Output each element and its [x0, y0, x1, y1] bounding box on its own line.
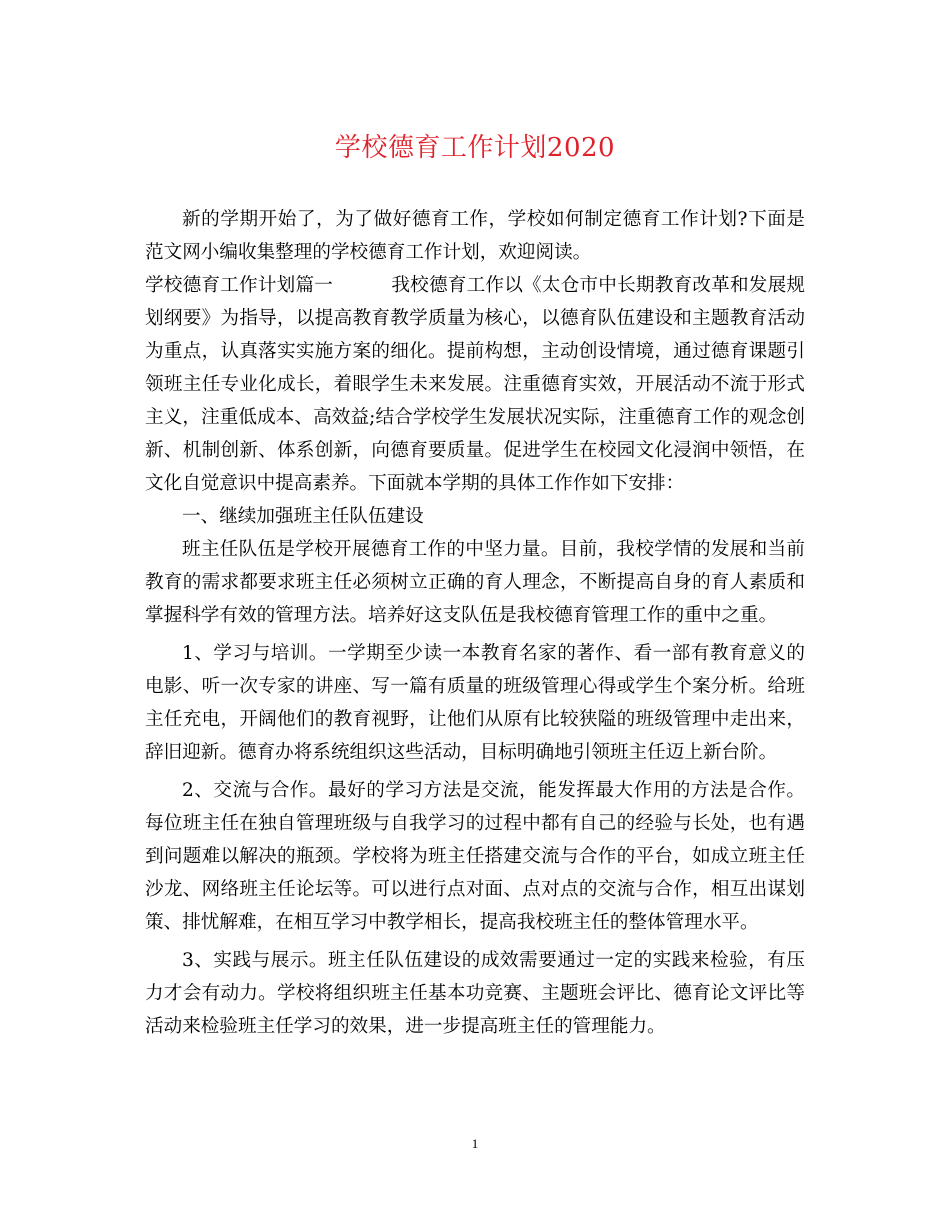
section-one-body: 我校德育工作以《太仓市中长期教育改革和发展规划纲要》为指导，以提高教育教学质量为核心，以德育队伍建设和主题教育活动为重点，认真落实实施方案的细化。提前构想，主动创设情境，通过德育课题引领班主任专业化成长，着眼学生未来发展。注重德育实效，开展活动不流于形式主义，注重低成本、高效益;结合学校学生发展状况实际，注重德育工作的观念创新、机制创新、体系创新，向德育要质量。促进学生在校园文化浸润中领悟，在文化自觉意识中提高素养。下面就本学期的具体工作作如下安排： [145, 275, 805, 494]
item-2-paragraph: 2、交流与合作。最好的学习方法是交流，能发挥最大作用的方法是合作。每位班主任在独自管理班级与自我学习的过程中都有自己的经验与长处，也有遇到问题难以解决的瓶颈。学校将为班主任搭建交流与合作的平台，如成立班主任沙龙、网络班主任论坛等。可以进行点对面、点对点的交流与合作，相互出谋划策、排忧解难，在相互学习中教学相长，提高我校班主任的整体管理水平。 [145, 780, 805, 933]
intro-paragraph: 新的学期开始了，为了做好德育工作，学校如何制定德育工作计划?下面是范文网小编收集整理的学校德育工作计划，欢迎阅读。 [145, 209, 805, 263]
section-one-paragraph [145, 269, 805, 500]
document-title: 学校德育工作计划2020 [334, 133, 616, 163]
team-paragraph: 班主任队伍是学校开展德育工作的中坚力量。目前，我校学情的发展和当前教育的需求都要求班主任必须树立正确的育人理念，不断提高自身的育人素质和掌握科学有效的管理方法。培养好这支队伍是我校德育管理工作的重中之重。 [145, 539, 805, 626]
page-number: 1 [471, 1136, 479, 1151]
document-body [145, 203, 805, 1043]
item-3-paragraph: 3、实践与展示。班主任队伍建设的成效需要通过一定的实践来检验，有压力才会有动力。学校将组织班主任基本功竞赛、主题班会评比、德育论文评比等活动来检验班主任学习的效果，进一步提高班主任的管理能力。 [145, 950, 805, 1037]
section-one-label: 学校德育工作计划篇一 [145, 275, 334, 296]
heading-1: 一、继续加强班主任队伍建设 [182, 506, 424, 527]
item-1-paragraph: 1、学习与培训。一学期至少读一本教育名家的著作、看一部有教育意义的电影、听一次专家的讲座、写一篇有质量的班级管理心得或学生个案分析。给班主任充电，开阔他们的教育视野，让他们从原有比较狭隘的班级管理中走出来，辞旧迎新。德育办将系统组织这些活动，目标明确地引领班主任迈上新台阶。 [145, 643, 805, 763]
